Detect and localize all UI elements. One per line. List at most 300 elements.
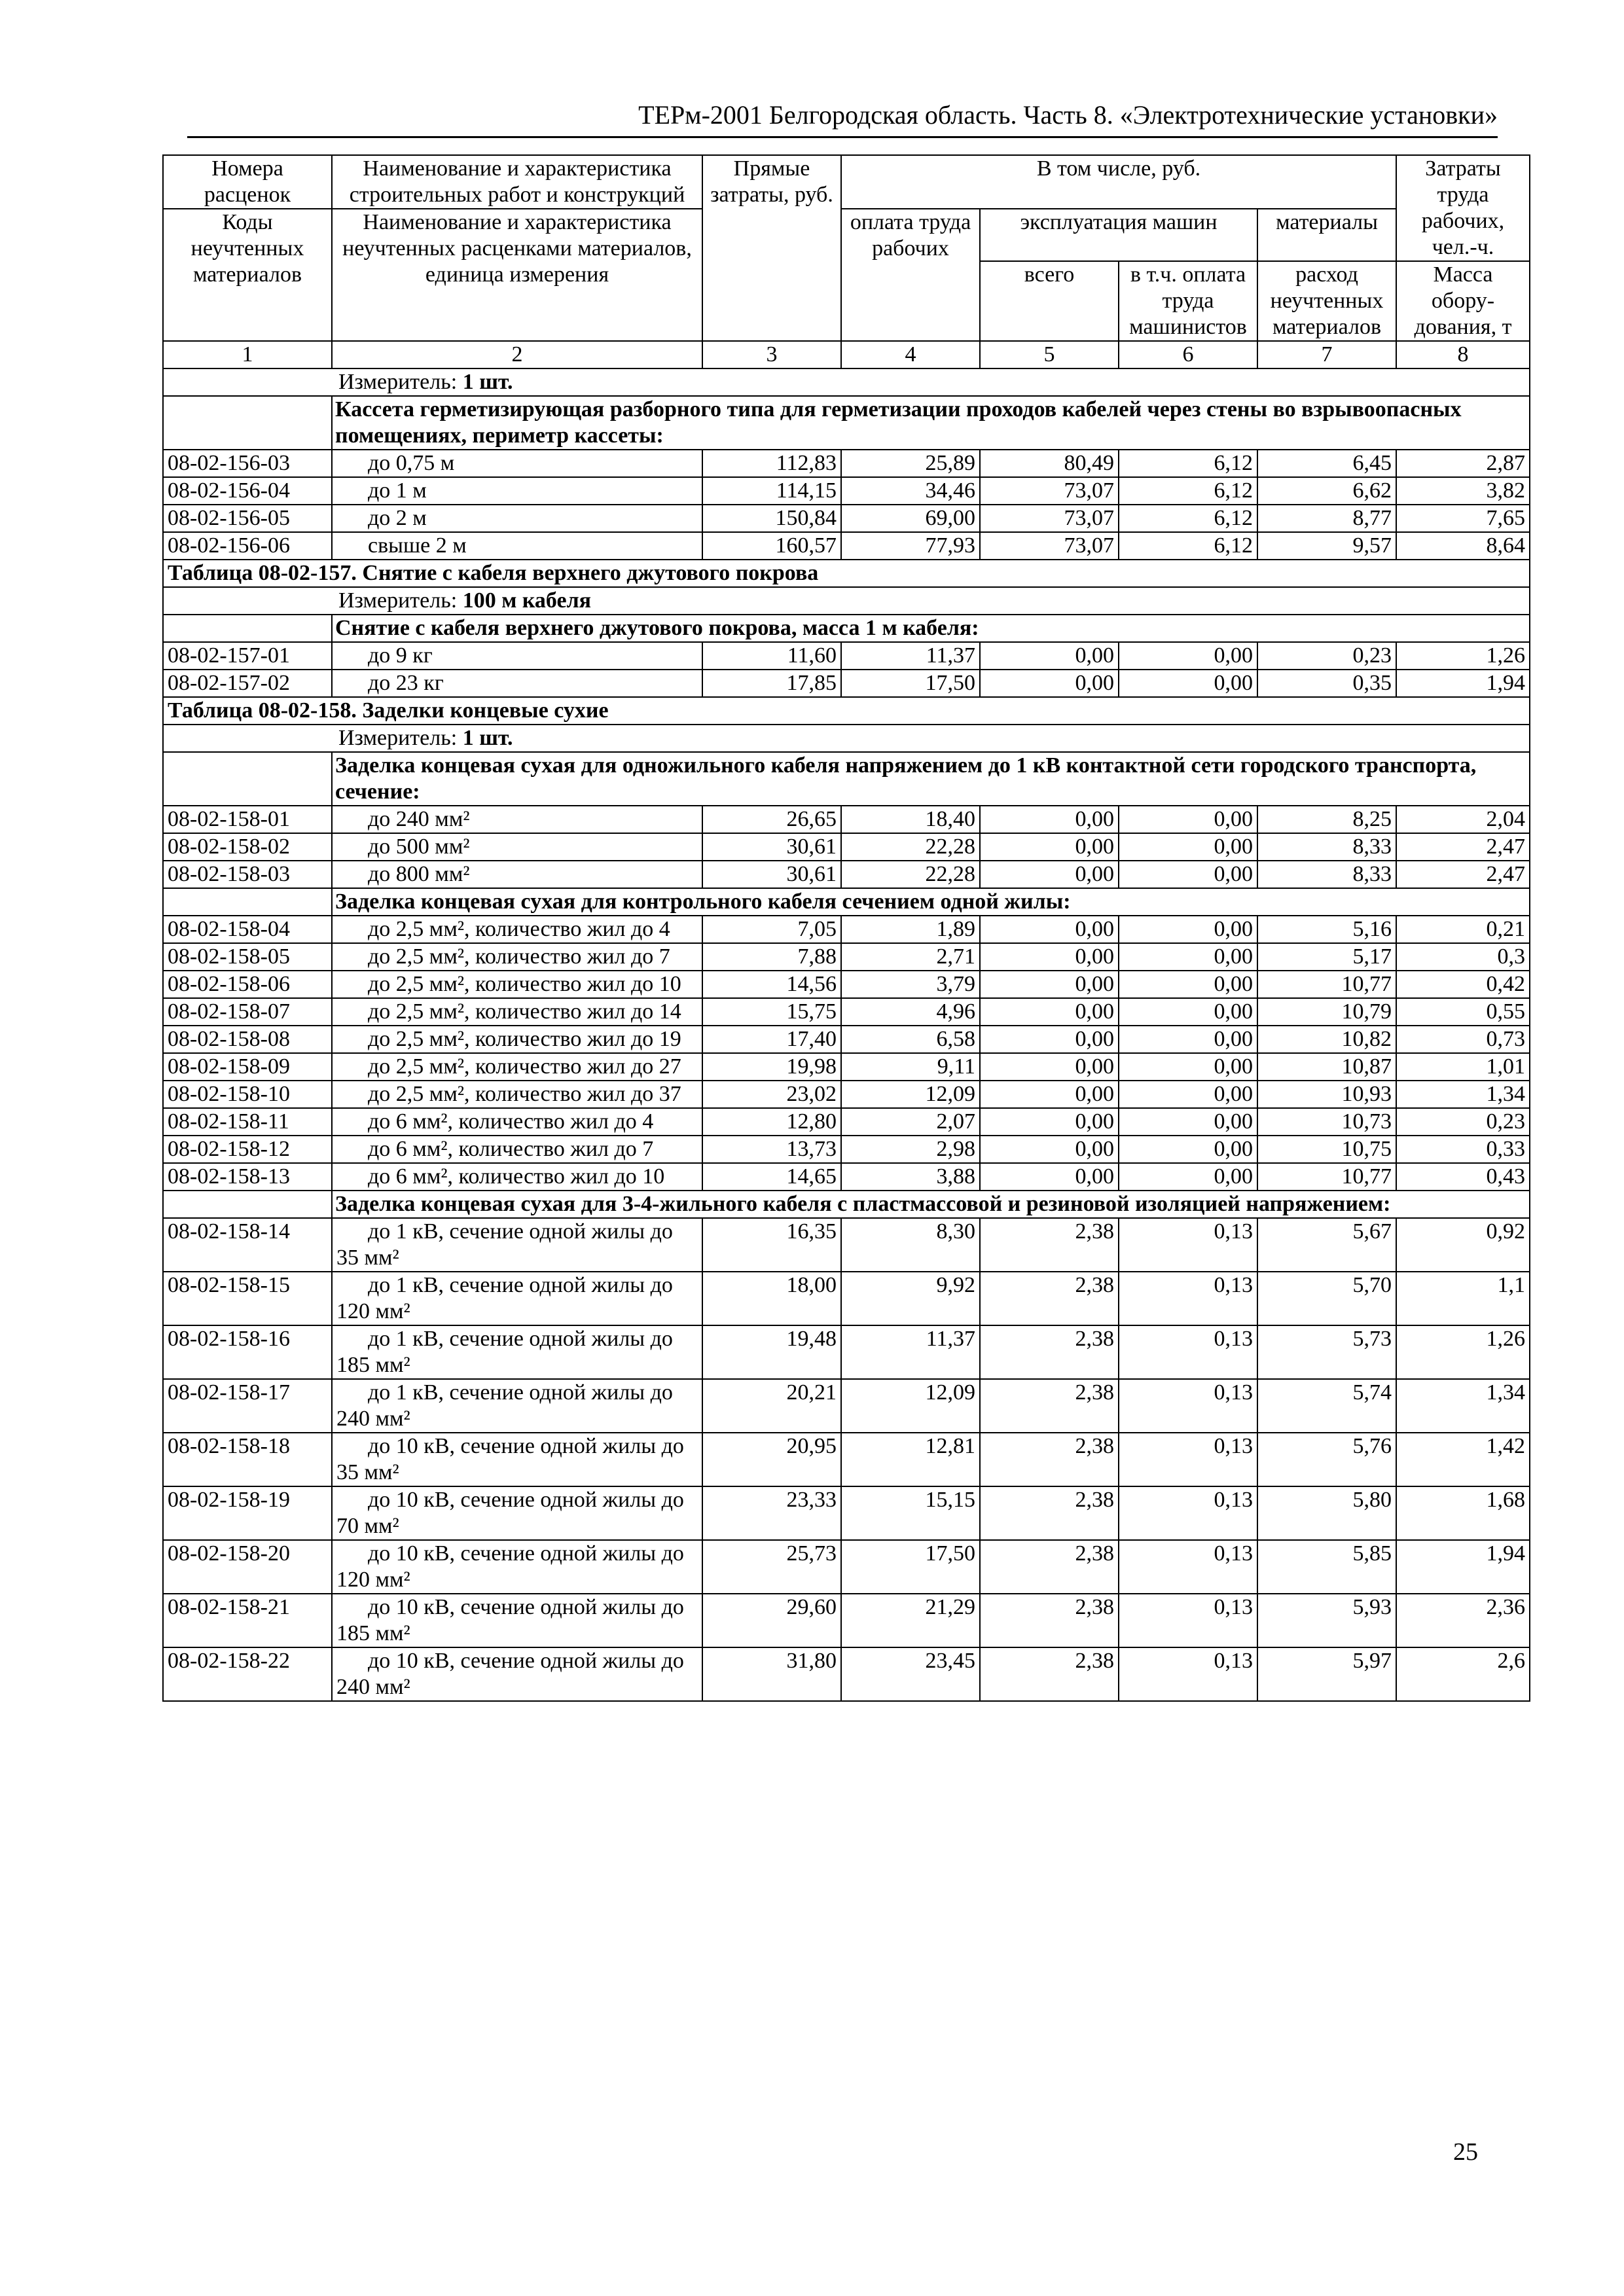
rate-value: 7,05 <box>702 916 841 943</box>
rate-row <box>163 1486 1530 1540</box>
rate-value: 10,82 <box>1257 1026 1396 1053</box>
rate-value: 77,93 <box>841 532 980 560</box>
rate-value: 2,6 <box>1396 1647 1530 1701</box>
rate-value: 15,15 <box>841 1486 980 1540</box>
section-row <box>163 615 1530 642</box>
rate-value: 0,00 <box>980 1136 1119 1163</box>
rate-value: 1,1 <box>1396 1272 1530 1325</box>
rate-value: 2,71 <box>841 943 980 971</box>
rate-row <box>163 1594 1530 1647</box>
rate-value: 0,00 <box>1119 916 1257 943</box>
rate-value: 18,00 <box>702 1272 841 1325</box>
rate-name: до 2,5 мм², количество жил до 14 <box>332 998 702 1026</box>
rate-value: 2,38 <box>980 1647 1119 1701</box>
rate-row <box>163 1272 1530 1325</box>
col2-top-header: Наименование и характеристика строительных работ и конструкций <box>332 155 702 209</box>
rate-value: 112,83 <box>702 450 841 477</box>
rate-value: 8,77 <box>1257 505 1396 532</box>
rate-value: 114,15 <box>702 477 841 505</box>
rate-name: до 1 кВ, сечение одной жилы до 35 мм² <box>332 1218 702 1272</box>
rate-row <box>163 971 1530 998</box>
rate-value: 19,98 <box>702 1053 841 1081</box>
rate-name: до 6 мм², количество жил до 4 <box>332 1108 702 1136</box>
rate-value: 5,16 <box>1257 916 1396 943</box>
rate-value: 1,34 <box>1396 1379 1530 1433</box>
rate-value: 0,00 <box>1119 1108 1257 1136</box>
rate-code: 08-02-158-05 <box>163 943 332 971</box>
unit-spacer <box>163 725 332 752</box>
rate-code: 08-02-158-10 <box>163 1081 332 1108</box>
rate-value: 6,12 <box>1119 505 1257 532</box>
rate-value: 9,57 <box>1257 532 1396 560</box>
rate-value: 0,13 <box>1119 1218 1257 1272</box>
unit-cell <box>332 587 1530 615</box>
col5-header: всего <box>980 261 1119 341</box>
rate-value: 0,00 <box>1119 642 1257 670</box>
unit-spacer <box>163 587 332 615</box>
rate-row <box>163 1163 1530 1191</box>
section-title: Заделка концевая сухая для 3-4-жильного кабеля с пластмассовой и резиновой изоляцией напряжением: <box>332 1191 1530 1218</box>
rate-value: 2,38 <box>980 1433 1119 1486</box>
unit-cell <box>332 725 1530 752</box>
rate-value: 23,45 <box>841 1647 980 1701</box>
rates-table <box>162 154 1530 1702</box>
rate-value: 1,68 <box>1396 1486 1530 1540</box>
rate-value: 0,00 <box>980 1026 1119 1053</box>
rate-value: 10,87 <box>1257 1053 1396 1081</box>
rate-value: 3,79 <box>841 971 980 998</box>
rate-value: 2,38 <box>980 1325 1119 1379</box>
rate-row <box>163 1026 1530 1053</box>
rate-value: 31,80 <box>702 1647 841 1701</box>
rate-name: до 6 мм², количество жил до 7 <box>332 1136 702 1163</box>
rate-value: 2,87 <box>1396 450 1530 477</box>
rate-value: 25,73 <box>702 1540 841 1594</box>
rate-value: 0,00 <box>980 670 1119 697</box>
rate-value: 18,40 <box>841 806 980 833</box>
rate-value: 0,00 <box>980 971 1119 998</box>
section-title: Заделка концевая сухая для контрольного кабеля сечением одной жилы: <box>332 888 1530 916</box>
rate-value: 8,64 <box>1396 532 1530 560</box>
rate-code: 08-02-157-01 <box>163 642 332 670</box>
rate-value: 0,00 <box>980 916 1119 943</box>
rate-row <box>163 477 1530 505</box>
rate-value: 6,58 <box>841 1026 980 1053</box>
rate-value: 0,00 <box>1119 1053 1257 1081</box>
rate-value: 10,93 <box>1257 1081 1396 1108</box>
rate-code: 08-02-158-09 <box>163 1053 332 1081</box>
section-row <box>163 888 1530 916</box>
rate-row <box>163 998 1530 1026</box>
page-number: 25 <box>1453 2138 1478 2166</box>
unit-cell <box>332 368 1530 396</box>
rate-name: до 2,5 мм², количество жил до 10 <box>332 971 702 998</box>
col1-top-header: Номера расценок <box>163 155 332 209</box>
rate-row <box>163 1053 1530 1081</box>
rate-value: 0,92 <box>1396 1218 1530 1272</box>
rate-code: 08-02-158-01 <box>163 806 332 833</box>
rate-name: до 23 кг <box>332 670 702 697</box>
col-number: 5 <box>980 341 1119 368</box>
rate-value: 0,23 <box>1257 642 1396 670</box>
rate-name: до 6 мм², количество жил до 10 <box>332 1163 702 1191</box>
rate-value: 0,00 <box>1119 1136 1257 1163</box>
incl-header: В том числе, руб. <box>841 155 1396 209</box>
rate-code: 08-02-156-05 <box>163 505 332 532</box>
col-number: 8 <box>1396 341 1530 368</box>
rate-code: 08-02-158-22 <box>163 1647 332 1701</box>
rate-value: 7,65 <box>1396 505 1530 532</box>
rate-value: 6,12 <box>1119 450 1257 477</box>
unit-value: 1 шт. <box>462 370 513 394</box>
rate-value: 14,65 <box>702 1163 841 1191</box>
rate-value: 0,42 <box>1396 971 1530 998</box>
rate-code: 08-02-158-07 <box>163 998 332 1026</box>
rate-row <box>163 916 1530 943</box>
rate-value: 1,89 <box>841 916 980 943</box>
rate-value: 0,00 <box>980 642 1119 670</box>
rate-value: 0,13 <box>1119 1272 1257 1325</box>
unit-label: Измеритель: <box>338 588 458 613</box>
table-title: Таблица 08-02-157. Снятие с кабеля верхнего джутового покрова <box>163 560 1530 587</box>
rate-code: 08-02-158-02 <box>163 833 332 861</box>
section-title: Снятие с кабеля верхнего джутового покрова, масса 1 м кабеля: <box>332 615 1530 642</box>
rate-value: 13,73 <box>702 1136 841 1163</box>
section-spacer <box>163 615 332 642</box>
rate-value: 12,09 <box>841 1379 980 1433</box>
rate-value: 22,28 <box>841 833 980 861</box>
rate-row <box>163 1433 1530 1486</box>
rate-value: 0,13 <box>1119 1594 1257 1647</box>
rate-value: 8,30 <box>841 1218 980 1272</box>
unit-row <box>163 587 1530 615</box>
rate-row <box>163 1218 1530 1272</box>
section-row <box>163 1191 1530 1218</box>
rate-name: до 10 кВ, сечение одной жилы до 120 мм² <box>332 1540 702 1594</box>
rate-value: 5,80 <box>1257 1486 1396 1540</box>
rate-value: 29,60 <box>702 1594 841 1647</box>
rate-value: 12,80 <box>702 1108 841 1136</box>
rate-value: 3,82 <box>1396 477 1530 505</box>
rate-value: 8,33 <box>1257 861 1396 888</box>
rate-row <box>163 505 1530 532</box>
rate-row <box>163 1540 1530 1594</box>
rate-value: 160,57 <box>702 532 841 560</box>
rate-value: 12,09 <box>841 1081 980 1108</box>
col7-header: расход неучтенных материалов <box>1257 261 1396 341</box>
rate-value: 34,46 <box>841 477 980 505</box>
rate-value: 73,07 <box>980 532 1119 560</box>
rate-value: 17,85 <box>702 670 841 697</box>
rate-code: 08-02-158-14 <box>163 1218 332 1272</box>
rate-value: 17,50 <box>841 670 980 697</box>
rate-value: 17,50 <box>841 1540 980 1594</box>
rate-code: 08-02-158-15 <box>163 1272 332 1325</box>
rate-value: 0,13 <box>1119 1647 1257 1701</box>
rate-name: до 2,5 мм², количество жил до 7 <box>332 943 702 971</box>
rate-name: до 1 кВ, сечение одной жилы до 185 мм² <box>332 1325 702 1379</box>
materials-header: материалы <box>1257 209 1396 261</box>
table-title-row <box>163 560 1530 587</box>
rate-code: 08-02-158-13 <box>163 1163 332 1191</box>
section-spacer <box>163 888 332 916</box>
rate-code: 08-02-156-03 <box>163 450 332 477</box>
rate-value: 2,47 <box>1396 861 1530 888</box>
section-spacer <box>163 396 332 450</box>
rate-value: 10,77 <box>1257 1163 1396 1191</box>
rate-value: 14,56 <box>702 971 841 998</box>
rate-value: 2,38 <box>980 1540 1119 1594</box>
rate-name: до 1 м <box>332 477 702 505</box>
rate-value: 2,38 <box>980 1379 1119 1433</box>
rate-name: до 2,5 мм², количество жил до 19 <box>332 1026 702 1053</box>
section-spacer <box>163 752 332 806</box>
rate-value: 0,00 <box>980 833 1119 861</box>
rate-name: до 9 кг <box>332 642 702 670</box>
section-title: Заделка концевая сухая для одножильного кабеля напряжением до 1 кВ контактной сети городского транспорта, сечение: <box>332 752 1530 806</box>
rate-code: 08-02-156-06 <box>163 532 332 560</box>
table-title: Таблица 08-02-158. Заделки концевые сухие <box>163 697 1530 725</box>
rate-value: 23,33 <box>702 1486 841 1540</box>
rate-value: 30,61 <box>702 861 841 888</box>
rate-value: 0,00 <box>1119 1081 1257 1108</box>
rate-value: 0,00 <box>980 861 1119 888</box>
rate-value: 1,94 <box>1396 670 1530 697</box>
rate-row <box>163 806 1530 833</box>
rate-row <box>163 1108 1530 1136</box>
rate-value: 26,65 <box>702 806 841 833</box>
rate-value: 10,79 <box>1257 998 1396 1026</box>
rate-value: 0,00 <box>1119 670 1257 697</box>
rate-value: 0,00 <box>1119 806 1257 833</box>
rate-value: 2,38 <box>980 1272 1119 1325</box>
rate-row <box>163 833 1530 861</box>
rate-value: 2,38 <box>980 1486 1119 1540</box>
rate-value: 5,85 <box>1257 1540 1396 1594</box>
rate-value: 6,12 <box>1119 532 1257 560</box>
rate-row <box>163 1325 1530 1379</box>
rate-value: 1,26 <box>1396 1325 1530 1379</box>
rate-value: 0,13 <box>1119 1325 1257 1379</box>
rate-value: 0,00 <box>980 1163 1119 1191</box>
machines-header: эксплуатация машин <box>980 209 1257 261</box>
rate-value: 10,73 <box>1257 1108 1396 1136</box>
rate-value: 10,75 <box>1257 1136 1396 1163</box>
rate-name: до 10 кВ, сечение одной жилы до 240 мм² <box>332 1647 702 1701</box>
rate-value: 0,00 <box>980 806 1119 833</box>
rate-value: 15,75 <box>702 998 841 1026</box>
rate-code: 08-02-158-20 <box>163 1540 332 1594</box>
rate-value: 0,00 <box>1119 971 1257 998</box>
rate-value: 8,33 <box>1257 833 1396 861</box>
rate-value: 8,25 <box>1257 806 1396 833</box>
rate-row <box>163 1081 1530 1108</box>
rate-code: 08-02-157-02 <box>163 670 332 697</box>
rate-name: до 1 кВ, сечение одной жилы до 120 мм² <box>332 1272 702 1325</box>
rate-code: 08-02-158-06 <box>163 971 332 998</box>
rate-code: 08-02-158-04 <box>163 916 332 943</box>
col-number: 3 <box>702 341 841 368</box>
rate-value: 80,49 <box>980 450 1119 477</box>
rate-row <box>163 1379 1530 1433</box>
rate-row <box>163 532 1530 560</box>
rate-value: 22,28 <box>841 861 980 888</box>
rate-value: 0,00 <box>980 1053 1119 1081</box>
rate-value: 9,11 <box>841 1053 980 1081</box>
unit-value: 1 шт. <box>462 726 513 750</box>
rate-value: 5,73 <box>1257 1325 1396 1379</box>
rate-value: 19,48 <box>702 1325 841 1379</box>
rate-value: 5,17 <box>1257 943 1396 971</box>
unit-row <box>163 725 1530 752</box>
rate-value: 0,55 <box>1396 998 1530 1026</box>
rate-value: 1,26 <box>1396 642 1530 670</box>
rate-value: 2,47 <box>1396 833 1530 861</box>
col-number: 4 <box>841 341 980 368</box>
col-number: 6 <box>1119 341 1257 368</box>
rate-name: до 2 м <box>332 505 702 532</box>
rate-value: 0,00 <box>1119 943 1257 971</box>
rate-row <box>163 1136 1530 1163</box>
rate-value: 2,38 <box>980 1594 1119 1647</box>
rate-code: 08-02-158-19 <box>163 1486 332 1540</box>
rate-value: 0,00 <box>1119 861 1257 888</box>
rate-name: до 1 кВ, сечение одной жилы до 240 мм² <box>332 1379 702 1433</box>
rate-value: 0,43 <box>1396 1163 1530 1191</box>
rate-value: 2,36 <box>1396 1594 1530 1647</box>
rate-value: 0,00 <box>1119 998 1257 1026</box>
rate-row <box>163 943 1530 971</box>
rate-code: 08-02-156-04 <box>163 477 332 505</box>
rate-value: 12,81 <box>841 1433 980 1486</box>
rate-value: 5,76 <box>1257 1433 1396 1486</box>
rate-value: 2,38 <box>980 1218 1119 1272</box>
rate-value: 23,02 <box>702 1081 841 1108</box>
rate-code: 08-02-158-08 <box>163 1026 332 1053</box>
rate-code: 08-02-158-12 <box>163 1136 332 1163</box>
unit-value: 100 м кабеля <box>462 588 592 613</box>
rate-value: 2,07 <box>841 1108 980 1136</box>
rate-value: 73,07 <box>980 477 1119 505</box>
rate-name: до 2,5 мм², количество жил до 37 <box>332 1081 702 1108</box>
rate-row <box>163 450 1530 477</box>
rate-value: 5,67 <box>1257 1218 1396 1272</box>
rate-value: 0,21 <box>1396 916 1530 943</box>
col1-bottom-header: Коды неучтенных материалов <box>163 209 332 341</box>
unit-spacer <box>163 368 332 396</box>
col4-header: оплата труда рабочих <box>841 209 980 341</box>
rate-value: 30,61 <box>702 833 841 861</box>
rate-value: 0,00 <box>1119 1026 1257 1053</box>
rate-value: 1,42 <box>1396 1433 1530 1486</box>
rate-value: 6,12 <box>1119 477 1257 505</box>
rate-value: 0,73 <box>1396 1026 1530 1053</box>
col3-header: Прямые затраты, руб. <box>702 155 841 341</box>
rate-value: 16,35 <box>702 1218 841 1272</box>
rate-value: 0,23 <box>1396 1108 1530 1136</box>
rate-value: 69,00 <box>841 505 980 532</box>
rate-value: 73,07 <box>980 505 1119 532</box>
rate-value: 0,13 <box>1119 1486 1257 1540</box>
rate-value: 0,00 <box>1119 833 1257 861</box>
rate-value: 2,98 <box>841 1136 980 1163</box>
running-header: ТЕРм-2001 Белгородская область. Часть 8. «Электротехнические установки» <box>187 96 1498 138</box>
rate-name: свыше 2 м <box>332 532 702 560</box>
rate-code: 08-02-158-03 <box>163 861 332 888</box>
rate-value: 0,00 <box>980 998 1119 1026</box>
rate-value: 0,3 <box>1396 943 1530 971</box>
rate-value: 17,40 <box>702 1026 841 1053</box>
rate-value: 0,13 <box>1119 1433 1257 1486</box>
rate-value: 5,97 <box>1257 1647 1396 1701</box>
rate-code: 08-02-158-16 <box>163 1325 332 1379</box>
rate-value: 0,13 <box>1119 1379 1257 1433</box>
rate-value: 5,70 <box>1257 1272 1396 1325</box>
table-title-row <box>163 697 1530 725</box>
rate-code: 08-02-158-11 <box>163 1108 332 1136</box>
unit-label: Измеритель: <box>338 726 458 750</box>
rate-value: 0,00 <box>980 1081 1119 1108</box>
rate-value: 0,35 <box>1257 670 1396 697</box>
rate-value: 2,04 <box>1396 806 1530 833</box>
rate-row <box>163 1647 1530 1701</box>
rate-value: 0,00 <box>1119 1163 1257 1191</box>
rate-name: до 2,5 мм², количество жил до 4 <box>332 916 702 943</box>
rate-code: 08-02-158-21 <box>163 1594 332 1647</box>
rate-value: 1,94 <box>1396 1540 1530 1594</box>
rate-value: 25,89 <box>841 450 980 477</box>
section-spacer <box>163 1191 332 1218</box>
rate-value: 4,96 <box>841 998 980 1026</box>
rate-value: 0,33 <box>1396 1136 1530 1163</box>
rate-code: 08-02-158-18 <box>163 1433 332 1486</box>
rate-value: 21,29 <box>841 1594 980 1647</box>
rate-value: 150,84 <box>702 505 841 532</box>
rate-value: 0,00 <box>980 943 1119 971</box>
rate-name: до 500 мм² <box>332 833 702 861</box>
rate-name: до 0,75 м <box>332 450 702 477</box>
rate-value: 5,93 <box>1257 1594 1396 1647</box>
rate-value: 1,01 <box>1396 1053 1530 1081</box>
rate-name: до 2,5 мм², количество жил до 27 <box>332 1053 702 1081</box>
rate-value: 11,37 <box>841 1325 980 1379</box>
col8-bottom-header: Масса обору-дования, т <box>1396 261 1530 341</box>
rate-row <box>163 670 1530 697</box>
rate-value: 11,60 <box>702 642 841 670</box>
section-row <box>163 752 1530 806</box>
col8-top-header: Затраты труда рабочих, чел.-ч. <box>1396 155 1530 261</box>
rate-name: до 240 мм² <box>332 806 702 833</box>
rate-value: 0,13 <box>1119 1540 1257 1594</box>
rate-value: 0,00 <box>980 1108 1119 1136</box>
rate-code: 08-02-158-17 <box>163 1379 332 1433</box>
col-number: 1 <box>163 341 332 368</box>
rate-name: до 10 кВ, сечение одной жилы до 70 мм² <box>332 1486 702 1540</box>
rate-value: 20,21 <box>702 1379 841 1433</box>
rate-name: до 10 кВ, сечение одной жилы до 185 мм² <box>332 1594 702 1647</box>
rate-value: 9,92 <box>841 1272 980 1325</box>
rate-value: 10,77 <box>1257 971 1396 998</box>
col2-bottom-header: Наименование и характеристика неучтенных расценками материалов, единица измерения <box>332 209 702 341</box>
rate-name: до 10 кВ, сечение одной жилы до 35 мм² <box>332 1433 702 1486</box>
rate-name: до 800 мм² <box>332 861 702 888</box>
unit-label: Измеритель: <box>338 370 458 394</box>
rate-value: 11,37 <box>841 642 980 670</box>
rate-value: 20,95 <box>702 1433 841 1486</box>
rate-value: 6,62 <box>1257 477 1396 505</box>
col-number: 7 <box>1257 341 1396 368</box>
rate-value: 5,74 <box>1257 1379 1396 1433</box>
